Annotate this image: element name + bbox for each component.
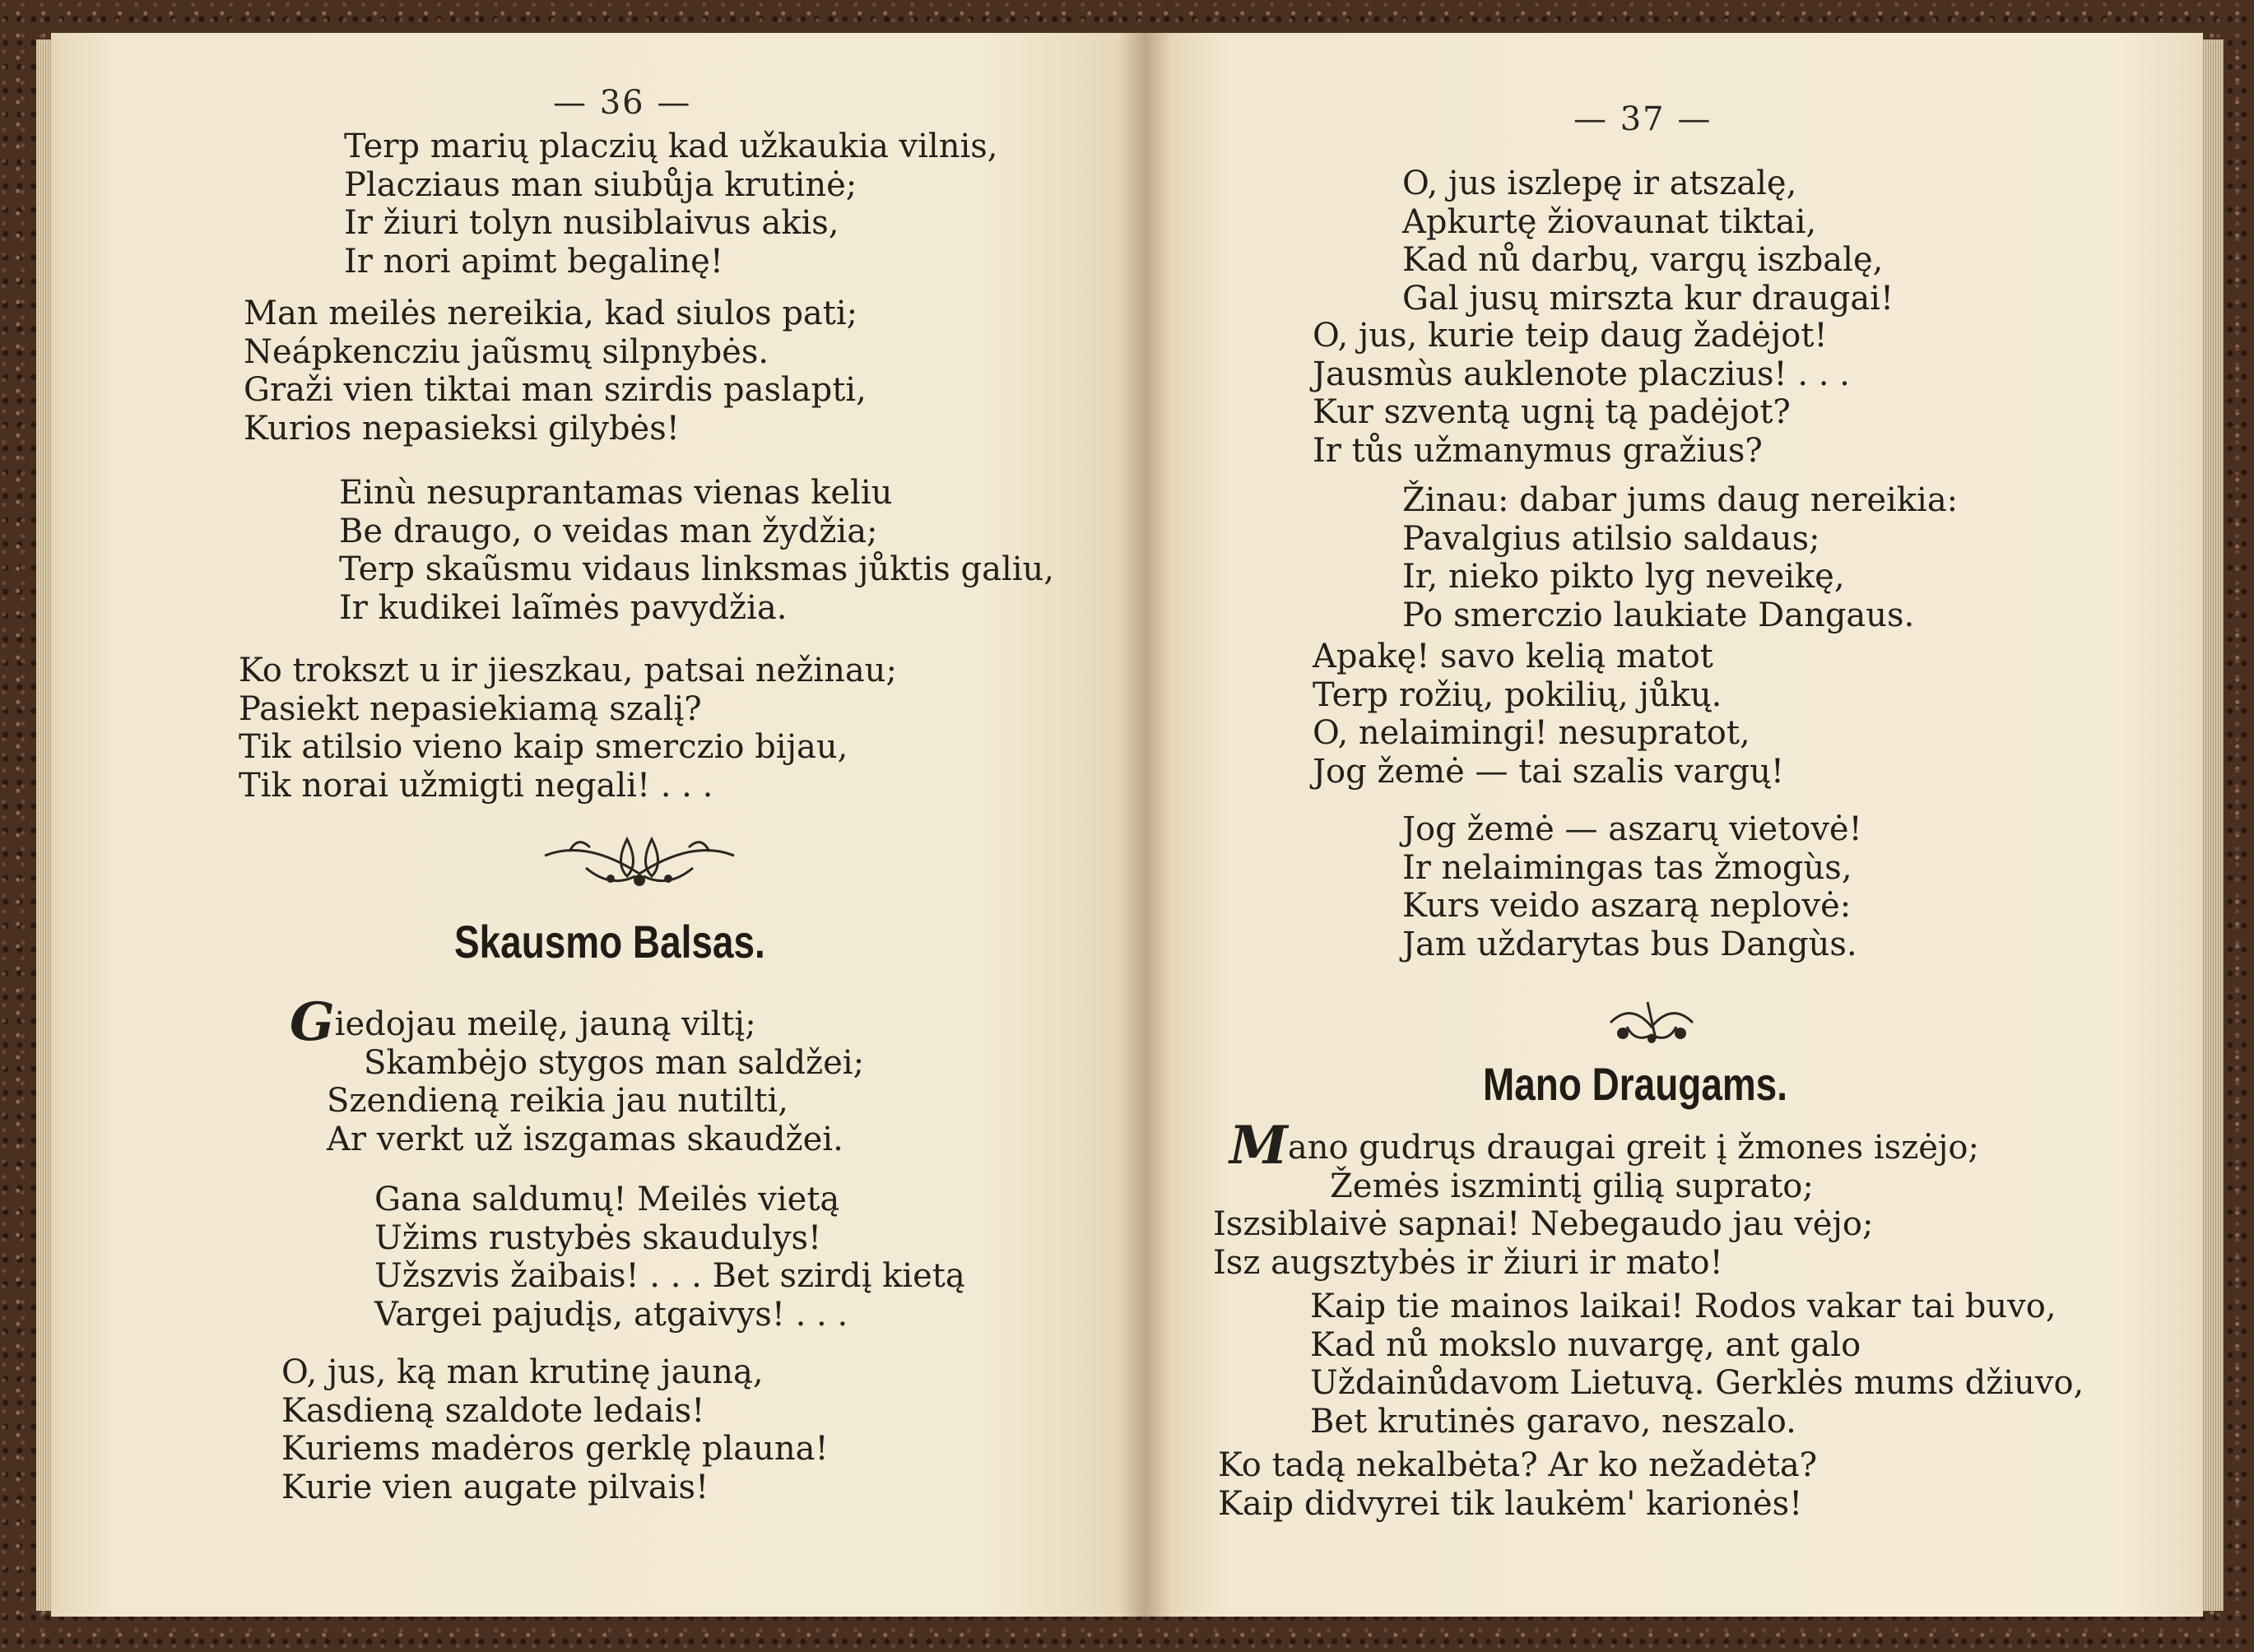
drop-cap: G (290, 991, 335, 1053)
poem-title: Skausmo Balsas. (454, 916, 765, 968)
verse-line: Iszsiblaivė sapnai! Nebegaudo jau vėjo; (1213, 1205, 1874, 1243)
stanza-6 (374, 1181, 965, 1334)
stanza-7 (281, 1353, 829, 1506)
verse-line: Kurs veido aszarą neplovė: (1402, 887, 1852, 925)
stanza-2 (244, 295, 867, 448)
stanza-6 (1213, 1115, 1979, 1282)
verse-line: Kad nů mokslo nuvargę, ant galo (1310, 1325, 1861, 1364)
floral-ornament-icon (1602, 994, 1701, 1051)
left-page (51, 33, 1146, 1617)
verse-line-first (290, 991, 864, 1053)
verse-line: O, jus iszlepę ir atszalę, (1402, 165, 1797, 202)
stanza-5 (1402, 810, 1862, 963)
verse-line: Žinau: dabar jums daug nereikia: (1402, 481, 1959, 519)
verse-line: Kaip didvyrei tik laukėm' karionės! (1218, 1484, 1803, 1523)
verse-line: O, jus, ką man krutinę jauną, (281, 1353, 764, 1391)
verse-line: Ar verkt už iszgamas skaudžei. (327, 1120, 844, 1158)
poem-title: Mano Draugams. (1483, 1058, 1787, 1110)
verse-line: Szendieną reikia jau nutilti, (327, 1082, 788, 1120)
verse-line: Tik atilsio vieno kaip smerczio bijau, (239, 728, 848, 766)
page-number: — 36 — (553, 84, 692, 122)
verse-line: Ir tůs užmanymus gražius? (1313, 431, 1763, 470)
verse-line: Graži vien tiktai man szirdis paslapti, (244, 371, 867, 409)
verse-line: Jausmùs auklenote placzius! . . . (1313, 355, 1850, 393)
right-page (1146, 33, 2203, 1617)
verse-line: Ir kudikei laĩmės pavydžia. (339, 588, 788, 627)
verse-line: Apakę! savo kelią matot (1313, 638, 1713, 675)
verse-line: Užszvis žaibais! . . . Bet szirdį kietą (374, 1257, 965, 1295)
verse-line: Kasdieną szaldote ledais! (281, 1391, 705, 1430)
stanza-1 (344, 128, 998, 281)
verse-line-text: iedojau meilę, jauną viltį; (334, 1005, 756, 1043)
page-number: — 37 — (1573, 100, 1713, 138)
verse-line: Einù nesuprantamas vienas keliu (339, 474, 893, 512)
verse-line: Pavalgius atilsio saldaus; (1402, 519, 1820, 558)
stanza-1 (1402, 165, 1894, 318)
verse-line: Kurios nepasieksi gilybės! (244, 409, 680, 448)
stanza-3 (1402, 481, 1958, 634)
stanza-3 (339, 474, 1054, 627)
verse-line: Man meilės nereikia, kad siulos pati; (244, 295, 858, 332)
stanza-5 (290, 991, 865, 1158)
verse-line: Jam uždarytas bus Dangùs. (1402, 925, 1857, 963)
verse-line: Tik norai užmigti negali! . . . (239, 766, 713, 805)
stanza-7 (1310, 1288, 2084, 1441)
verse-line: Neápkencziu jaũsmų silpnybės. (244, 332, 769, 371)
verse-line-first (1213, 1115, 1979, 1176)
stanza-4 (239, 652, 897, 805)
verse-line: Pasiekt nepasiekiamą szalį? (239, 689, 702, 728)
verse-line: Kuriems madėros gerklę plauna! (281, 1430, 829, 1468)
drop-cap: M (1229, 1115, 1288, 1176)
verse-line: Kad nů darbų, vargų iszbalę, (1402, 241, 1884, 279)
verse-line: Apkurtę žiovaunat tiktai, (1402, 202, 1817, 241)
verse-line: Ir nelaimingas tas žmogùs, (1402, 848, 1852, 887)
verse-line-text: ano gudrųs draugai greit į žmones iszėjo; (1287, 1129, 1979, 1167)
verse-line: Skambėjo stygos man saldžei; (364, 1043, 865, 1082)
stanza-8 (1218, 1446, 1817, 1523)
verse-line: Ir, nieko pikto lyg neveikę, (1402, 558, 1845, 596)
verse-line: Terp marių placzių kad užkaukia vilnis, (344, 128, 998, 165)
stanza-2 (1313, 317, 1850, 470)
stanza-4 (1313, 638, 1784, 791)
verse-line: Gal jusų mirszta kur draugai! (1402, 279, 1894, 318)
verse-line: Terp skaũsmu vidaus linksmas jůktis galiu, (339, 550, 1055, 588)
verse-line: Po smerczio laukiate Dangaus. (1402, 596, 1915, 634)
verse-line: O, nelaimingi! nesupratot, (1313, 714, 1750, 752)
verse-line: Uždainůdavom Lietuvą. Gerklės mums džiuvo, (1310, 1364, 2084, 1402)
book-spine (1119, 33, 1172, 1617)
verse-line: Ir nori apimt begalinę! (344, 242, 723, 281)
verse-line: O, jus, kurie teip daug žadėjot! (1313, 317, 1828, 355)
verse-line: Kur szventą ugnį tą padėjot? (1313, 393, 1791, 431)
verse-line: Ir žiuri tolyn nusiblaivus akis, (344, 204, 839, 242)
verse-line: Bet krutinės garavo, neszalo. (1310, 1402, 1796, 1441)
verse-line: Terp rožių, pokilių, jůkų. (1313, 675, 1722, 714)
verse-line: Ko trokszt u ir jieszkau, patsai nežinau; (239, 652, 897, 689)
verse-line: Vargei pajudįs, atgaivys! . . . (374, 1295, 848, 1334)
verse-line: Žemės iszmintį gilią suprato; (1330, 1167, 1814, 1205)
verse-line: Ko tadą nekalbėta? Ar ko nežadėta? (1218, 1446, 1818, 1484)
verse-line: Be draugo, o veidas man žydžia; (339, 512, 878, 550)
verse-line: Kaip tie mainos laikai! Rodos vakar tai buvo, (1310, 1288, 2056, 1325)
floral-ornament-icon (537, 823, 742, 897)
verse-line: Isz augsztybės ir žiuri ir mato! (1213, 1243, 1723, 1282)
verse-line: Kurie vien augate pilvais! (281, 1468, 709, 1506)
verse-line: Jog žemė — aszarų vietovė! (1402, 810, 1862, 848)
verse-line: Užims rustybės skaudulys! (374, 1218, 822, 1257)
verse-line: Jog žemė — tai szalis vargų! (1313, 752, 1784, 791)
verse-line: Gana saldumų! Meilės vietą (374, 1181, 840, 1218)
verse-line: Placziaus man siubůja krutinė; (344, 165, 857, 204)
